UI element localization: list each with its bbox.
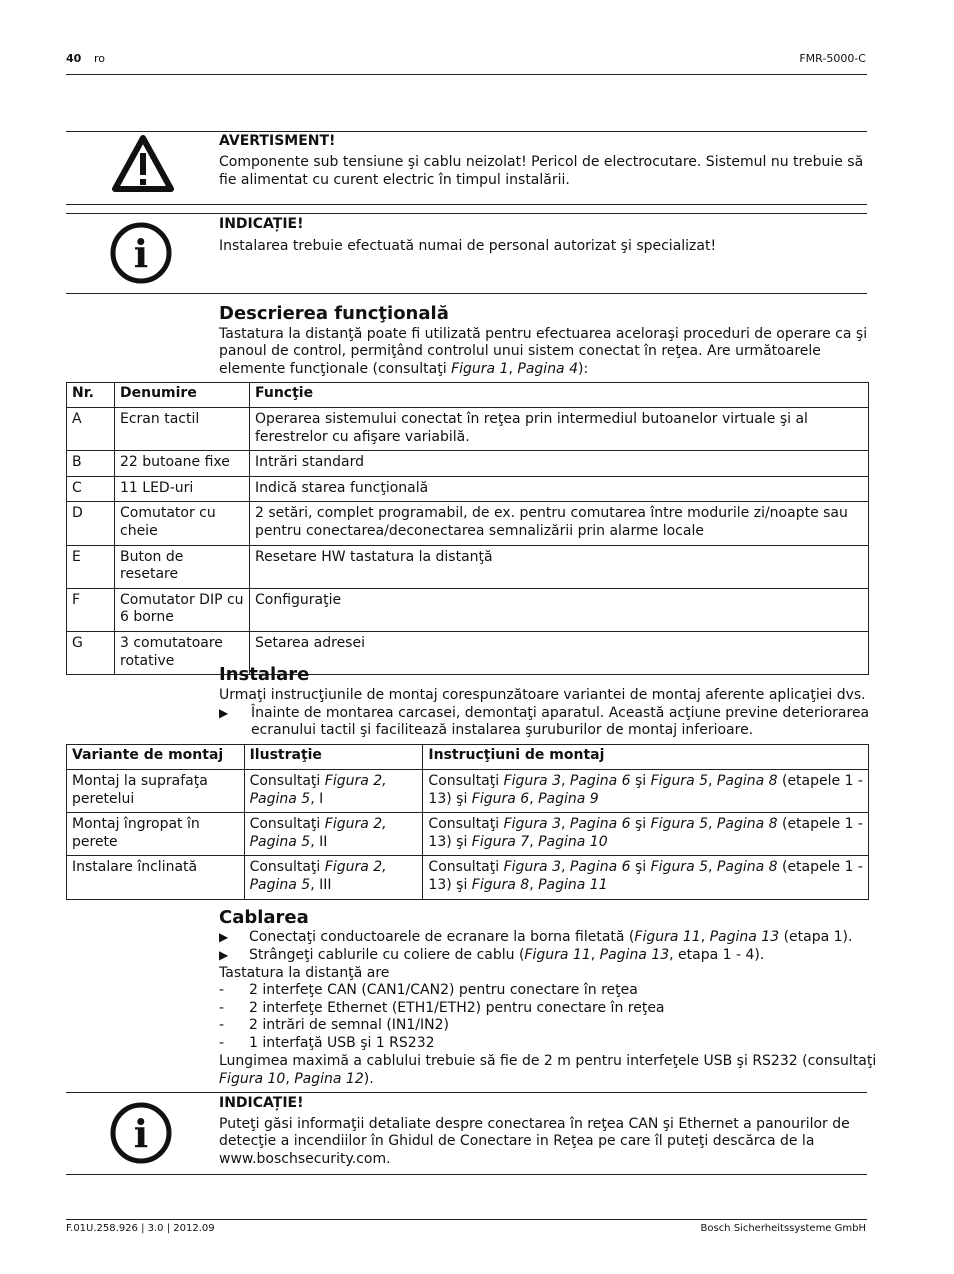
install-bullet-line1: Înainte de montarea carcasei, demontaţi aparatul. Această acţiune previne deteriorarea <box>251 705 870 721</box>
cell-function: Indică starea funcţională <box>250 476 869 502</box>
language-code: ro <box>94 52 106 65</box>
cell-function: Resetare HW tastatura la distanţă <box>250 545 869 588</box>
section-heading-install: Instalare <box>219 664 310 685</box>
bullet-arrow-icon: ▶ <box>219 948 229 962</box>
cell-function: 2 setări, complet programabil, de ex. pentru comutarea între modurile zi/noapte sau pentru conectarea/deconectarea semnalizării prin alarme locale <box>250 502 869 545</box>
column-header: Denumire <box>115 383 250 408</box>
table-row <box>67 408 869 451</box>
cable-length-line1: Lungimea maximă a cablului trebuie să fie de 2 m pentru interfeţele USB şi RS232 (consultaţi <box>219 1053 877 1069</box>
table-row <box>67 813 869 856</box>
table-row <box>67 502 869 545</box>
cell-function: Operarea sistemului conectat în reţea prin intermediul butoanelor virtuale şi al ferestrelor cu afişare variabilă. <box>250 408 869 451</box>
list-item: - 2 intrări de semnal (IN1/IN2) <box>219 1017 449 1034</box>
notice-text: Instalarea trebuie efectuată numai de personal autorizat şi specializat! <box>219 238 717 254</box>
notice-title: INDICAȚIE! <box>219 1095 304 1111</box>
warning-triangle-icon <box>110 133 176 195</box>
warning-title: AVERTISMENT! <box>219 133 336 149</box>
cell-name: 22 butoane fixe <box>115 451 250 477</box>
warning-text-line2: fie alimentat cu curent electric în timpul instalării. <box>219 172 570 188</box>
cell-name: 11 LED-uri <box>115 476 250 502</box>
footer-rule <box>66 1219 867 1220</box>
table-row <box>67 770 869 813</box>
cell-nr: G <box>67 631 115 674</box>
cabling-bullet-1: ▶ Conectaţi conductoarele de ecranare la borna filetată (Figura 11, Pagina 13 (etapa 1). <box>219 929 853 945</box>
notice-bottom-rule <box>66 293 867 294</box>
column-header: Instrucţiuni de montaj <box>423 745 869 770</box>
notice-text-line1: Puteţi găsi informaţii detaliate despre conectarea în reţea CAN şi Ethernet a panourilor de <box>219 1116 850 1132</box>
product-name: FMR-5000-C <box>799 52 866 65</box>
table-row <box>67 545 869 588</box>
cabling-bullet-2: ▶ Strângeţi cablurile cu coliere de cablu (Figura 11, Pagina 13, etapa 1 - 4). <box>219 947 765 963</box>
cell-name: 3 comutatoare rotative <box>115 631 250 674</box>
document-id: F.01U.258.926 | 3.0 | 2012.09 <box>66 1223 215 1234</box>
notice-title: INDICAȚIE! <box>219 216 304 232</box>
cell-illustration: Consultaţi Figura 2, Pagina 5, I <box>244 770 423 813</box>
table-row <box>67 451 869 477</box>
cabling-intro: Tastatura la distanţă are <box>219 965 390 981</box>
cell-illustration: Consultaţi Figura 2, Pagina 5, II <box>244 813 423 856</box>
cell-function: Configuraţie <box>250 588 869 631</box>
column-header: Variante de montaj <box>67 745 245 770</box>
table-row <box>67 476 869 502</box>
info-circle-icon <box>110 1102 172 1164</box>
functions-table <box>66 382 869 675</box>
cell-function: Setarea adresei <box>250 631 869 674</box>
notice-top-rule <box>66 1092 867 1093</box>
table-row <box>67 631 869 674</box>
interface-list <box>219 982 665 1052</box>
header-rule <box>66 74 867 75</box>
warning-top-rule <box>66 131 867 132</box>
table-header-row <box>67 745 869 770</box>
notice-top-rule <box>66 213 867 214</box>
company-name: Bosch Sicherheitssysteme GmbH <box>700 1223 866 1234</box>
column-header: Ilustraţie <box>244 745 423 770</box>
list-item: - 2 interfeţe CAN (CAN1/CAN2) pentru conectare în reţea <box>219 982 638 998</box>
cell-variant: Montaj îngropat în perete <box>67 813 245 856</box>
cell-nr: E <box>67 545 115 588</box>
figure-ref: Figura 1 <box>451 361 509 377</box>
warning-text-line1: Componente sub tensiune şi cablu neizolat! Pericol de electrocutare. Sistemul nu trebuie să <box>219 154 864 170</box>
cell-variant: Montaj la suprafaţa peretelui <box>67 770 245 813</box>
cell-name: Ecran tactil <box>115 408 250 451</box>
cell-function: Intrări standard <box>250 451 869 477</box>
svg-text:i: i <box>133 231 149 276</box>
cell-name: Comutator DIP cu 6 borne <box>115 588 250 631</box>
svg-text:i: i <box>133 1111 149 1156</box>
cell-nr: D <box>67 502 115 545</box>
page-ref: Pagina 4 <box>517 361 578 377</box>
list-item: - 2 interfeţe Ethernet (ETH1/ETH2) pentru conectare în reţea <box>219 999 665 1016</box>
functional-text-line3: elemente funcţionale (consultaţi Figura 1, Pagina 4): <box>219 361 589 377</box>
notice-bottom-rule <box>66 1174 867 1175</box>
section-heading-cabling: Cablarea <box>219 907 309 928</box>
install-bullet-line2: ecranului tactil şi facilitează instalarea şuruburilor de montaj inferioare. <box>251 722 754 738</box>
table-row <box>67 588 869 631</box>
notice-text-line3: www.boschsecurity.com. <box>219 1151 391 1167</box>
cell-illustration: Consultaţi Figura 2, Pagina 5, III <box>244 856 423 899</box>
install-bullet-marker: ▶ <box>219 706 229 720</box>
cell-nr: B <box>67 451 115 477</box>
bullet-arrow-icon: ▶ <box>219 930 229 944</box>
cell-instructions: Consultaţi Figura 3, Pagina 6 şi Figura 5, Pagina 8 (etapele 1 - 13) şi Figura 6, Pagina 9 <box>423 770 869 813</box>
column-header: Nr. <box>67 383 115 408</box>
cell-variant: Instalare înclinată <box>67 856 245 899</box>
table-header-row <box>67 383 869 408</box>
section-heading-functional: Descrierea funcţională <box>219 303 449 324</box>
warning-bottom-rule <box>66 204 867 205</box>
functional-text-line1: Tastatura la distanţă poate fi utilizată pentru efectuarea aceloraşi proceduri de operare ca şi <box>219 326 868 342</box>
cell-name: Comutator cu cheie <box>115 502 250 545</box>
cell-instructions: Consultaţi Figura 3, Pagina 6 şi Figura 5, Pagina 8 (etapele 1 - 13) şi Figura 8, Pagina 11 <box>423 856 869 899</box>
mounting-table <box>66 744 869 900</box>
cable-length-line2: Figura 10, Pagina 12). <box>219 1071 374 1087</box>
cell-nr: C <box>67 476 115 502</box>
column-header: Funcţie <box>250 383 869 408</box>
table-row <box>67 856 869 899</box>
info-circle-icon <box>110 222 172 284</box>
cell-nr: A <box>67 408 115 451</box>
install-text: Urmaţi instrucţiunile de montaj corespunzătoare variantei de montaj aferente aplicaţiei dvs. <box>219 687 866 703</box>
notice-text-line2: detecţie a incendiilor în Ghidul de Conectare in Reţea pe care îl puteţi descărca de la <box>219 1133 815 1149</box>
cell-instructions: Consultaţi Figura 3, Pagina 6 şi Figura 5, Pagina 8 (etapele 1 - 13) şi Figura 7, Pagina 10 <box>423 813 869 856</box>
cell-nr: F <box>67 588 115 631</box>
functional-text-line2: panoul de control, permiţând controlul unui sistem conectat în reţea. Are următoarele <box>219 343 821 359</box>
page-number: 40 <box>66 52 82 65</box>
list-item: - 1 interfaţă USB şi 1 RS232 <box>219 1034 435 1051</box>
cell-name: Buton de resetare <box>115 545 250 588</box>
